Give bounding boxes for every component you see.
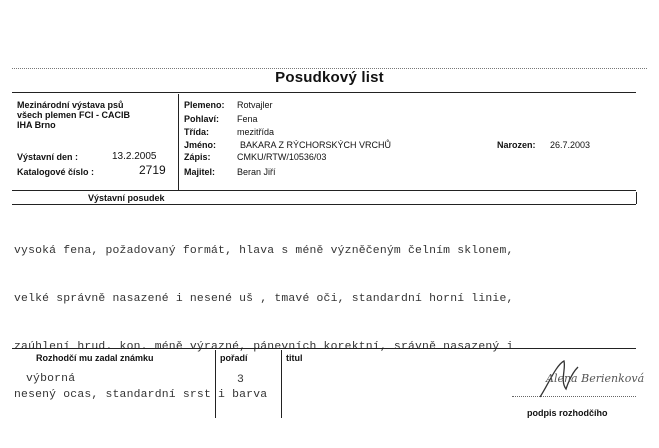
signature-label: podpis rozhodčího [527,408,608,418]
catalog-number-value: 2719 [139,163,166,177]
show-name-line: Mezinárodní výstava psů [17,100,124,110]
grade-label: Rozhodčí mu zadal známku [36,353,154,363]
dog-name-label: Jméno: [184,140,217,150]
dog-name-value: BAKARA Z RÝCHORSKÝCH VRCHŮ [240,140,392,150]
titul-label: titul [286,353,303,363]
born-value: 26.7.2003 [550,140,591,150]
footer-divider-2 [281,350,282,418]
show-date-label: Výstavní den : [17,152,79,162]
assessment-right-edge [636,192,637,204]
header-top-rule [12,92,636,93]
registration-value: CMKU/RTW/10536/03 [237,152,327,162]
assessment-line: zaúhlení hrud. kon. méně výrazné, pánevních korektní, srávně nasazený i [14,341,514,353]
sex-value: Fena [237,114,258,124]
assessment-heading: Výstavní posudek [88,193,165,203]
footer-top-rule [12,348,636,349]
class-label: Třída: [184,127,210,137]
assessment-text [14,211,514,419]
page-title: Posudkový list [275,69,384,86]
order-label: pořadí [220,353,248,363]
order-value: 3 [237,374,245,386]
header-divider [178,94,179,190]
owner-value: Beran Jiří [237,167,276,177]
assessment-line: velké správně nasazené i nesené uš , tmavé oči, standardní horní linie, [14,293,514,305]
breed-value: Rotvajler [237,100,273,110]
assessment-line: vysoká fena, požadovaný formát, hlava s méně význěčeným čelním sklonem, [14,245,514,257]
show-name-line: všech plemen FCI - CACIB [17,110,131,120]
assessment-top-rule [12,204,636,205]
class-value: mezitřída [237,127,275,137]
breed-label: Plemeno: [184,100,225,110]
show-name-line: IHA Brno [17,120,56,130]
header-bottom-rule [12,190,636,191]
assessment-line: nesený ocas, standardní srst i barva [14,389,268,401]
signature-stamp: Alena Berienková [546,372,645,385]
signature-line [512,396,636,397]
catalog-number-label: Katalogové číslo : [17,167,95,177]
sex-label: Pohlaví: [184,114,220,124]
grade-value: výborná [26,373,76,385]
show-date-value: 13.2.2005 [112,151,157,162]
footer-divider-1 [215,350,216,418]
born-label: Narozen: [497,140,536,150]
show-name [17,100,130,130]
owner-label: Majitel: [184,167,216,177]
registration-label: Zápis: [184,152,211,162]
